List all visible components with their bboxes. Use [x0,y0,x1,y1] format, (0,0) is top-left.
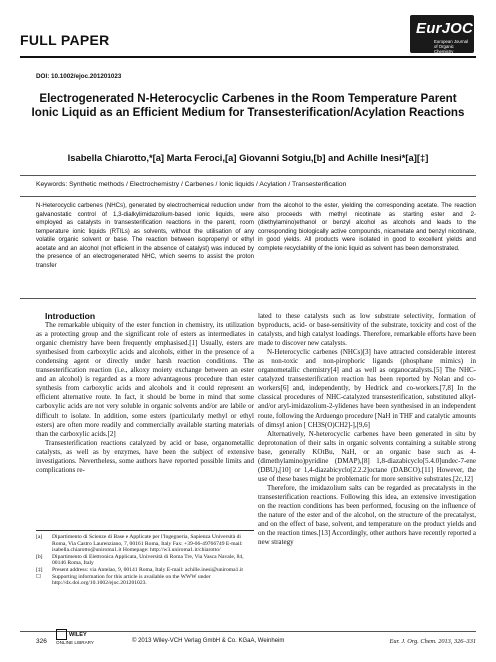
abstract-left: N-Heterocyclic carbenes (NHCs), generated by electrochemical reduction under galvanostatic control of 1,3-dialkylimidazolium-based ionic liquids, were employed as catalysts in transesterification reactions in the parent, room temperature ionic liquids (RTILs) as solvents, without the utilisation of any volatile organic solvent or base. The reaction between isopropenyl or ethyl acetate and an alcohol (not efficient in the absence of catalyst) was induced by the presence of an electrogenerated NHC, which seems to assist the proton transfer [36,202,254,269]
footnote-text: Dipartimento di Scienze di Base e Applicate per l'Ingegneria, Sapienza Università di Roma, Via Castro Laurenziano, 7, 00161 Roma, Italy Fax: +39-06-49766749 E-mail: isabella.chiarotto@uniroma1.it Homepage: http://w3.uniroma1.it/chiarotto/ [52,534,243,554]
footnote-rule [36,530,254,531]
publisher-logo [56,629,94,646]
paragraph: The remarkable ubiquity of the ester function in chemistry, its utilization as a protecting group and the significant role of esters as intermediates in organic chemistry have been frequently emphasised.[1] Usually, esters are synthesised from carboxylic acids and alcohols, either in the presence of a condensing agent or directly under harsh reaction conditions. The transesterification reaction (i.e., alkoxy moiety exchange between an ester and an alcohol) is regarded as a more advantageous procedure than ester synthesis from carboxylic acids and alcohols and it could represent an efficient alternative route. In fact, it should be borne in mind that some carboxylic acids are not very soluble in organic solvents and/or are labile or difficult to isolate. In addition, some esters (particularly methyl or ethyl esters) are often more readily and commercially available starting materials than the carboxylic acids.[2] [36,321,254,438]
intro-heading: Introduction [45,311,96,321]
article-title: Electrogenerated N-Heterocyclic Carbenes in the Room Temperature Parent Ionic Liquid as an Efficient Medium for Transesterification/Acylation Reactions [31,92,465,119]
journal-logo-text: EurJOC [416,20,474,37]
abstract-right: from the alcohol to the ester, yielding the corresponding acetate. The reaction also proceeds with methyl nicotinate as starting ester and 2-(diethylamino)ethanol or benzyl alcohol as alcohols and leads to the corresponding biologically active compounds, nicametate and benzyl nicotinate, in good yields. All products were isolated in good to excellent yields and complete recyclability of the ionic liquid as solvent has been demonstrated. [258,202,476,252]
footnote [36,574,254,587]
keywords-bottom-rule [20,196,476,197]
keywords: Keywords: Synthetic methods / Electrochemistry / Carbenes / Ionic liquids / Acylation / Transesterification [36,181,347,188]
footnote-text: Present address: via Antelao, 9, 00141 Roma, Italy E-mail: achille.inesi@uniroma1.it [52,566,243,573]
supporting-info-text[interactable]: Supporting information for this article is available on the WWW under http://dx.doi.org/10.1002/ejoc.201201023. [52,573,211,587]
footnote-key: [a] [36,534,43,540]
copyright: © 2013 Wiley-VCH Verlag GmbH & Co. KGaA, Weinheim [132,638,285,644]
journal-logo-subtitle: European Journal of Organic Chemistry [434,39,468,54]
journal-reference: Eur. J. Org. Chem. 2013, 326–331 [389,638,476,645]
footnote-text: Dipartimento di Elettronica Applicata, Università di Roma Tre, Via Vasca Navale, 84, 00146 Roma, Italy [52,553,244,567]
journal-logo [410,15,474,53]
footnotes [36,534,254,587]
footnote-key: [‡] [36,566,43,573]
footnote [36,567,254,574]
author-list: Isabella Chiarotto,*[a] Marta Feroci,[a] Giovanni Sotgiu,[b] and Achille Inesi*[a][‡] [67,152,429,163]
footnote [36,554,254,567]
doi-line[interactable]: DOI: 10.1002/ejoc.201201023 [36,73,122,80]
footnote [36,534,254,554]
body-column-right [258,312,476,547]
supporting-info-icon: ☐ [36,573,42,580]
paragraph: Therefore, the imidazolium salts can be regarded as precatalysts in the transesterification reactions. Following this idea, an extensive investigation on the reaction conditions has been performed, focusing on the influence of the nature of the ester and of the alcohol, on the structure of the precatalyst, and on the effect of base, solvent, and temperature on the product yields and on the reaction times.[13] Accordingly, other authors have recently reported a new strategy [258,483,476,547]
keywords-top-rule [20,175,476,176]
wiley-logo-icon [56,629,67,640]
publisher-logo-sub: ONLINE LIBRARY [56,640,94,645]
publisher-logo-text: WILEY [69,631,87,638]
section-label: FULL PAPER [20,32,110,48]
abstract-rule [20,298,476,299]
page-number: 326 [36,638,47,645]
paragraph: N-Heterocyclic carbenes (NHCs)[3] have attracted considerable interest as non-toxic and non-pirophoric ligands (phosphane mimics) in organometallic chemistry[4] and as well as organocatalysts.[5] The NHC-catalyzed transesterification reaction has been reported by Nolan and co-workers[6] and, independently, by Hedrick and co-workers.[7,8] In the classical procedures of NHC-catalyzed transesterification, substituted alkyl- and/or aryl-imidazolium-2-ylidenes have been synthesised in an independent route, following the Arduengo procedure [NaH in THF and catalytic amounts of dimsyl anion [ CH3S(O)CH2]-],[9,6] [258,348,476,429]
footnote-key: [b] [36,553,43,560]
paragraph: Alternatively, N-heterocyclic carbenes have been generated in situ by deprotonation of their salts in organic solvents containing a suitable strong base, generally KOtBu, NaH, or an organic base such as 4-(dimethylamino)pyridine (DMAP),[8] 1,8-diazabicyclo[5.4.0]undec-7-ene (DBU),[10] or 1,4-diazabicyclo[2.2.2]octane (DABCO).[11] However, the use of these bases might be problematic for more sensitive substrates.[2c,12] [258,429,476,483]
paragraph: lated to these catalysts such as low substrate selectivity, formation of byproducts, acid- or base-sensitivity of the substrate, toxicity and cost of the catalysts, and high catalyst loadings. Therefore, remarkable efforts have been made to discover new catalysts. [258,312,476,348]
header-divider [20,56,476,58]
body-column-left [36,312,254,475]
paragraph: Transesterification reactions catalyzed by acid or base, organometallic catalysts, as well as by enzymes, have been the subject of extensive investigations. Nevertheless, some authors have reported possible limits and complications re- [36,438,254,474]
